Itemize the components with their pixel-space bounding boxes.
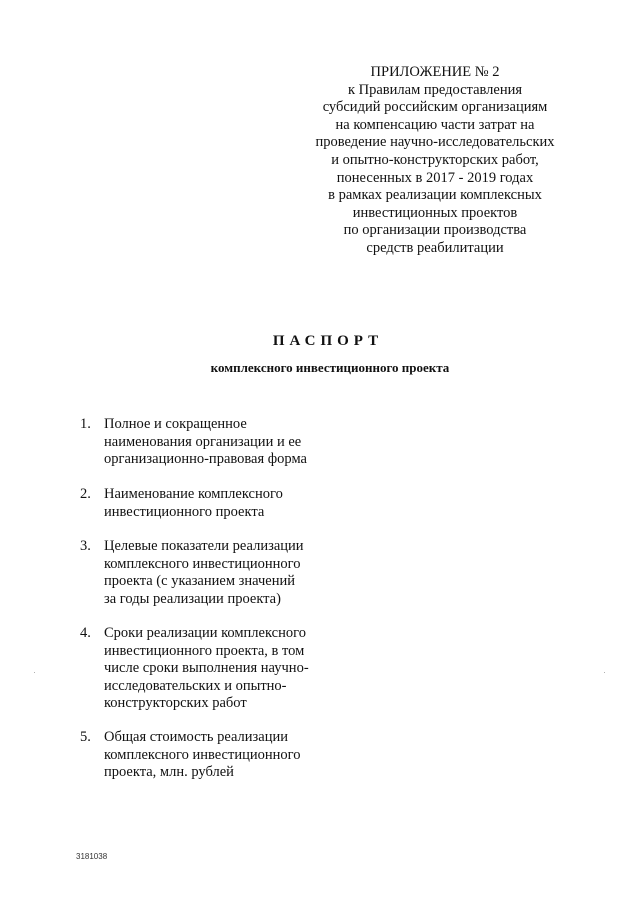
appendix-line: инвестиционных проектов: [352, 204, 518, 221]
appendix-line: проведение научно-исследовательских: [315, 134, 555, 151]
appendix-line: по организации производства: [343, 222, 527, 239]
item-text: [104, 538, 364, 608]
item-line: Полное и сокращенное: [104, 416, 247, 432]
item-line: проекта (с указанием значений: [104, 573, 295, 589]
appendix-header: [300, 64, 570, 258]
appendix-line: и опытно-конструкторских работ,: [331, 151, 539, 168]
item-number: 2.: [80, 486, 91, 502]
item-line: Общая стоимость реализации: [104, 729, 288, 745]
document-subtitle: комплексного инвестиционного проекта: [210, 360, 450, 375]
item-line: за годы реализации проекта): [104, 590, 281, 607]
item-line: Сроки реализации комплексного: [104, 625, 306, 641]
item-number: 5.: [80, 729, 91, 745]
item-line: комплексного инвестиционного: [104, 746, 301, 763]
item-text: [104, 486, 364, 521]
appendix-line: субсидий российским организациям: [322, 99, 548, 116]
item-text: [104, 729, 364, 782]
appendix-line: к Правилам предоставления: [347, 81, 523, 98]
scan-mark-left: [34, 672, 35, 673]
item-line: комплексного инвестиционного: [104, 555, 301, 572]
item-text: [104, 416, 364, 469]
item-line: наименования организации и ее: [104, 433, 302, 450]
appendix-line: в рамках реализации комплексных: [328, 187, 542, 204]
item-line: Наименование комплексного: [104, 486, 283, 502]
item-number: 1.: [80, 416, 91, 432]
item-number: 4.: [80, 625, 91, 641]
scan-mark-right: [604, 672, 605, 673]
item-line: конструкторских работ: [104, 695, 247, 711]
item-line: инвестиционного проекта: [104, 503, 265, 520]
item-line: инвестиционного проекта, в том: [104, 642, 305, 659]
item-text: [104, 625, 364, 713]
appendix-line: понесенных в 2017 - 2019 годах: [336, 169, 534, 186]
appendix-title: ПРИЛОЖЕНИЕ № 2: [370, 64, 500, 80]
appendix-line: средств реабилитации: [366, 239, 504, 256]
item-line: исследовательских и опытно-: [104, 677, 287, 694]
document-code: 3181038: [76, 852, 108, 861]
item-line: числе сроки выполнения научно-: [104, 660, 309, 676]
item-line: организационно-правовая форма: [104, 451, 307, 467]
document-title: ПАСПОРТ: [272, 333, 384, 349]
item-line: Целевые показатели реализации: [104, 538, 304, 554]
appendix-line: на компенсацию части затрат на: [335, 116, 535, 133]
item-number: 3.: [80, 538, 91, 554]
item-line: проекта, млн. рублей: [104, 764, 234, 780]
